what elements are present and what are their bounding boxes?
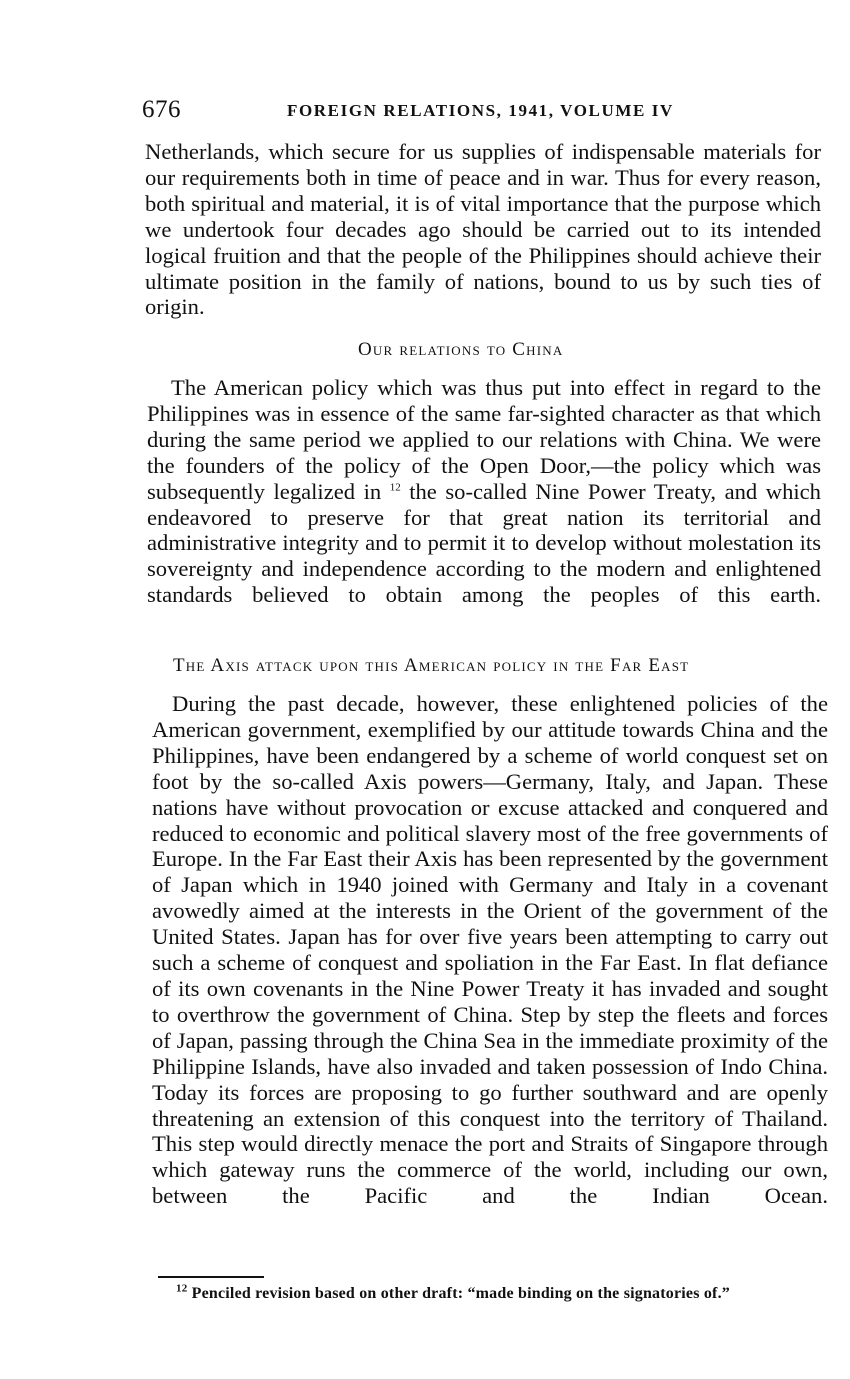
running-head: FOREIGN RELATIONS, 1941, VOLUME IV <box>287 101 674 120</box>
paragraph-china-policy-text-a: The American policy which was thus put into effect in regard to the Philippines was in essence of the same far-sighted character as that which during the same period we applied to our relations with China. We were the founders of the policy of the Open Door,—the policy which was subsequently legalized in <box>147 375 821 504</box>
section-heading-axis-attack: The Axis attack upon this American policy in the Far East <box>173 655 690 676</box>
section-heading-china: Our relations to China <box>358 339 564 360</box>
paragraph-china-policy <box>147 375 821 634</box>
footnote-mark: 12 <box>176 1282 188 1295</box>
footnote-12 <box>176 1282 730 1303</box>
page-header <box>142 96 822 126</box>
footnote-divider <box>158 1276 264 1278</box>
paragraph-china-policy-text-b: the so-called Nine Power Treaty, and which endeavored to preserve for that great nation its territorial and administrative integrity and to permit it to develop without molestation its sovereignty and independence according to the modern and enlightened standards believed to obtain among the peoples of this earth. <box>147 478 821 608</box>
footnote-text: Penciled revision based on other draft: “made binding on the signatories of.” <box>187 1285 730 1302</box>
page-number: 676 <box>142 96 181 123</box>
paragraph-netherlands: Netherlands, which secure for us supplies of indispensable materials for our requirements both in time of peace and in war. Thus for every reason, both spiritual and material, it is of vital importance that the purpose which we undertook four decades ago should be carried out to its intended logical fruition and that the people of the Philippines should achieve their ultimate position in the family of nations, bound to us by such ties of origin. <box>145 139 821 320</box>
footnote-reference-12: 12 <box>389 481 401 494</box>
paragraph-axis-threat: During the past decade, however, these enlightened policies of the American government, exemplified by our attitude towards China and the Philippines, have been endangered by a scheme of world conquest set on foot by the so-called Axis powers—Germany, Italy, and Japan. These nations have without provocation or excuse attacked and conquered and reduced to economic and political slavery most of the free governments of Europe. In the Far East their Axis has been represented by the government of Japan which in 1940 joined with Germany and Italy in a covenant avowedly aimed at the interests in the Orient of the government of the United States. Japan has for over five years been attempting to carry out such a scheme of conquest and spoliation in the Far East. In flat defiance of its own covenants in the Nine Power Treaty it has invaded and sought to overthrow the government of China. Step by step the fleets and forces of Japan, passing through the China Sea in the immediate proximity of the Philippine Islands, have also invaded and taken possession of Indo China. Today its forces are proposing to go further southward and are openly threatening an extension of this conquest into the territory of Thailand. This step would directly menace the port and Straits of Singapore through which gateway runs the commerce of the world, including our own, between the Pacific and the Indian Ocean. <box>152 691 828 1209</box>
